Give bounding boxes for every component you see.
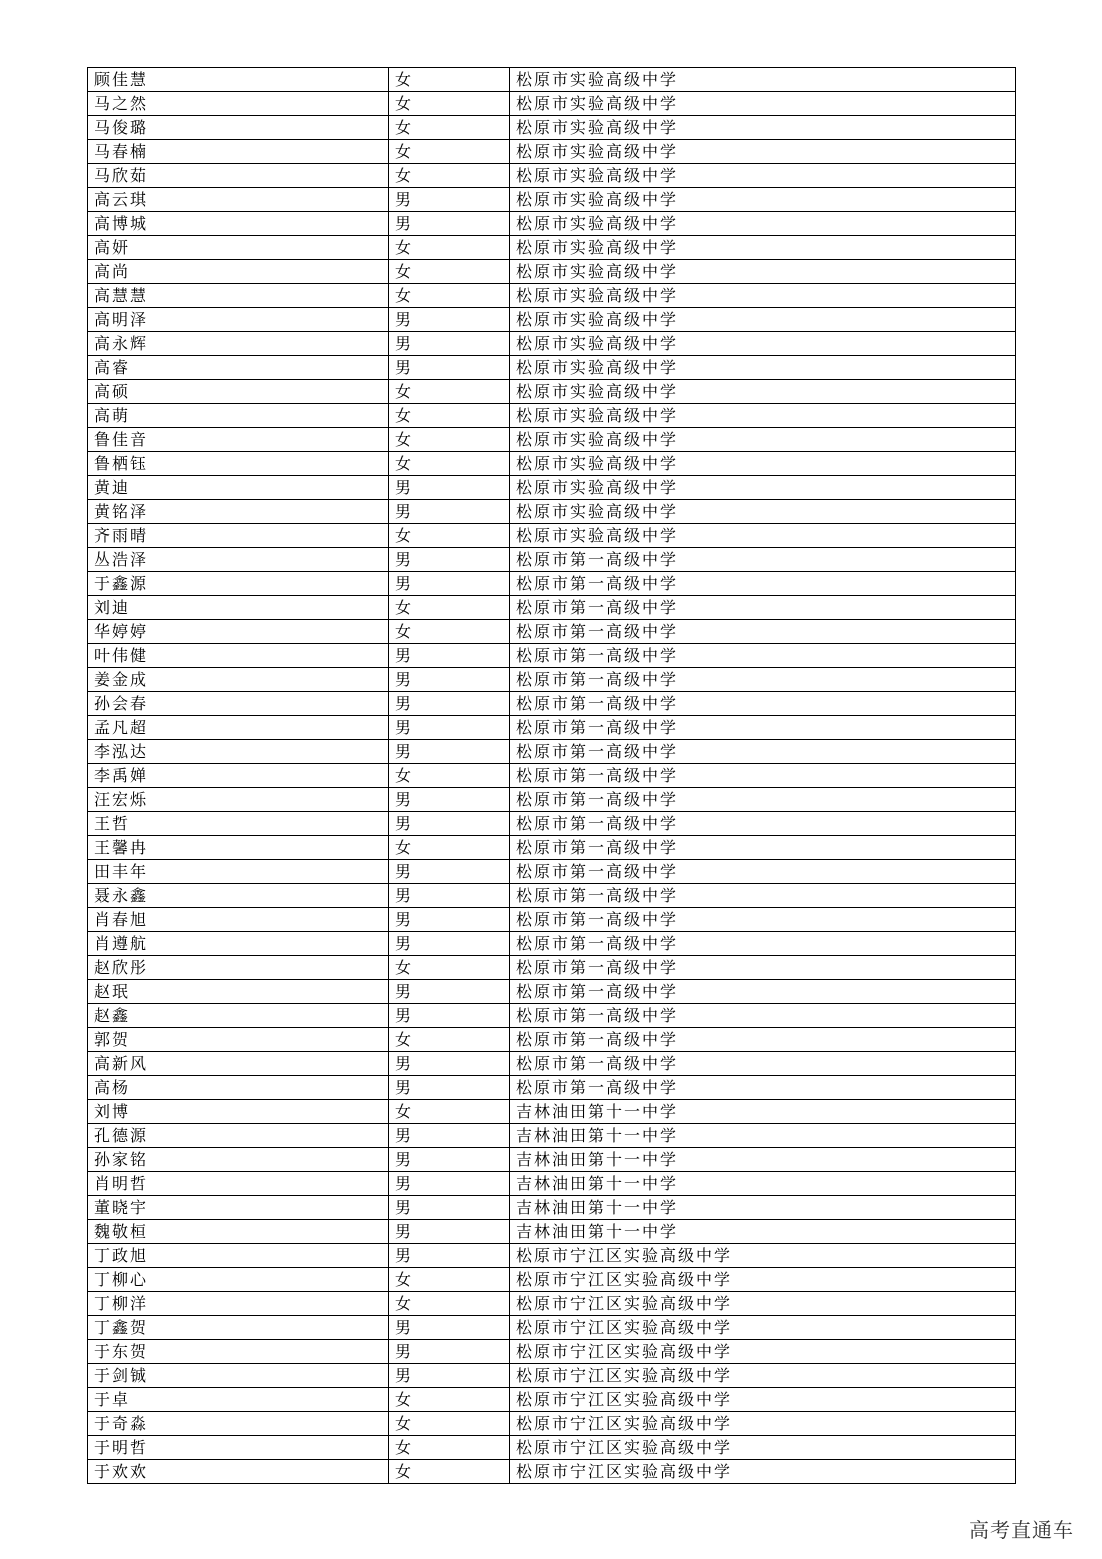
school-cell: 松原市宁江区实验高级中学 xyxy=(510,1388,1016,1412)
school-cell: 松原市实验高级中学 xyxy=(510,380,1016,404)
student-name-cell: 高睿 xyxy=(88,356,389,380)
table-row xyxy=(88,956,1016,980)
school-cell: 松原市宁江区实验高级中学 xyxy=(510,1460,1016,1484)
student-name-cell: 孙家铭 xyxy=(88,1148,389,1172)
student-name-cell: 聂永鑫 xyxy=(88,884,389,908)
gender-cell: 女 xyxy=(389,1028,510,1052)
school-cell: 松原市实验高级中学 xyxy=(510,92,1016,116)
table-row xyxy=(88,1436,1016,1460)
table-row xyxy=(88,740,1016,764)
table-row xyxy=(88,1004,1016,1028)
school-cell: 松原市实验高级中学 xyxy=(510,452,1016,476)
school-cell: 松原市实验高级中学 xyxy=(510,428,1016,452)
table-row xyxy=(88,308,1016,332)
gender-cell: 女 xyxy=(389,1100,510,1124)
student-name-cell: 肖明哲 xyxy=(88,1172,389,1196)
gender-cell: 男 xyxy=(389,884,510,908)
gender-cell: 男 xyxy=(389,332,510,356)
gender-cell: 男 xyxy=(389,644,510,668)
school-cell: 松原市第一高级中学 xyxy=(510,692,1016,716)
table-row xyxy=(88,236,1016,260)
gender-cell: 女 xyxy=(389,92,510,116)
school-cell: 松原市第一高级中学 xyxy=(510,956,1016,980)
school-cell: 松原市第一高级中学 xyxy=(510,740,1016,764)
student-name-cell: 魏敬桓 xyxy=(88,1220,389,1244)
gender-cell: 男 xyxy=(389,692,510,716)
gender-cell: 男 xyxy=(389,212,510,236)
school-cell: 松原市第一高级中学 xyxy=(510,764,1016,788)
student-name-cell: 高慧慧 xyxy=(88,284,389,308)
table-row xyxy=(88,1100,1016,1124)
school-cell: 松原市第一高级中学 xyxy=(510,1076,1016,1100)
student-name-cell: 鲁佳音 xyxy=(88,428,389,452)
student-name-cell: 高云琪 xyxy=(88,188,389,212)
student-name-cell: 孙会春 xyxy=(88,692,389,716)
school-cell: 松原市实验高级中学 xyxy=(510,260,1016,284)
school-cell: 松原市第一高级中学 xyxy=(510,860,1016,884)
gender-cell: 女 xyxy=(389,1436,510,1460)
gender-cell: 女 xyxy=(389,68,510,92)
gender-cell: 男 xyxy=(389,188,510,212)
school-cell: 松原市第一高级中学 xyxy=(510,716,1016,740)
table-row xyxy=(88,668,1016,692)
school-cell: 吉林油田第十一中学 xyxy=(510,1196,1016,1220)
school-cell: 松原市第一高级中学 xyxy=(510,572,1016,596)
table-row xyxy=(88,1028,1016,1052)
table-row xyxy=(88,1460,1016,1484)
student-name-cell: 丁柳洋 xyxy=(88,1292,389,1316)
table-row xyxy=(88,1340,1016,1364)
student-name-cell: 高博城 xyxy=(88,212,389,236)
student-name-cell: 田丰年 xyxy=(88,860,389,884)
school-cell: 吉林油田第十一中学 xyxy=(510,1148,1016,1172)
student-name-cell: 赵珉 xyxy=(88,980,389,1004)
gender-cell: 女 xyxy=(389,404,510,428)
gender-cell: 女 xyxy=(389,428,510,452)
table-row xyxy=(88,500,1016,524)
table-row xyxy=(88,596,1016,620)
student-name-cell: 孟凡超 xyxy=(88,716,389,740)
table-row xyxy=(88,164,1016,188)
table-row xyxy=(88,92,1016,116)
gender-cell: 男 xyxy=(389,740,510,764)
school-cell: 松原市第一高级中学 xyxy=(510,788,1016,812)
table-row xyxy=(88,1172,1016,1196)
school-cell: 松原市宁江区实验高级中学 xyxy=(510,1340,1016,1364)
table-row xyxy=(88,716,1016,740)
gender-cell: 男 xyxy=(389,1148,510,1172)
student-name-cell: 高永辉 xyxy=(88,332,389,356)
student-name-cell: 董晓宇 xyxy=(88,1196,389,1220)
gender-cell: 男 xyxy=(389,1076,510,1100)
gender-cell: 男 xyxy=(389,572,510,596)
school-cell: 松原市实验高级中学 xyxy=(510,332,1016,356)
student-name-cell: 高明泽 xyxy=(88,308,389,332)
student-name-cell: 王馨冉 xyxy=(88,836,389,860)
table-row xyxy=(88,212,1016,236)
school-cell: 松原市实验高级中学 xyxy=(510,356,1016,380)
student-name-cell: 刘迪 xyxy=(88,596,389,620)
table-row xyxy=(88,524,1016,548)
school-cell: 松原市宁江区实验高级中学 xyxy=(510,1436,1016,1460)
table-row xyxy=(88,1364,1016,1388)
student-name-cell: 马春楠 xyxy=(88,140,389,164)
table-row xyxy=(88,428,1016,452)
student-name-cell: 丁政旭 xyxy=(88,1244,389,1268)
school-cell: 松原市宁江区实验高级中学 xyxy=(510,1244,1016,1268)
student-name-cell: 于剑铖 xyxy=(88,1364,389,1388)
school-cell: 松原市第一高级中学 xyxy=(510,548,1016,572)
school-cell: 松原市实验高级中学 xyxy=(510,500,1016,524)
gender-cell: 女 xyxy=(389,236,510,260)
gender-cell: 男 xyxy=(389,1364,510,1388)
gender-cell: 女 xyxy=(389,1268,510,1292)
student-name-cell: 高尚 xyxy=(88,260,389,284)
student-name-cell: 李泓达 xyxy=(88,740,389,764)
student-name-cell: 郭贺 xyxy=(88,1028,389,1052)
student-name-cell: 高萌 xyxy=(88,404,389,428)
table-row xyxy=(88,476,1016,500)
gender-cell: 男 xyxy=(389,932,510,956)
school-cell: 松原市实验高级中学 xyxy=(510,212,1016,236)
student-name-cell: 于东贺 xyxy=(88,1340,389,1364)
school-cell: 松原市宁江区实验高级中学 xyxy=(510,1268,1016,1292)
gender-cell: 男 xyxy=(389,860,510,884)
student-name-cell: 丁柳心 xyxy=(88,1268,389,1292)
student-name-cell: 李禹婵 xyxy=(88,764,389,788)
gender-cell: 男 xyxy=(389,1052,510,1076)
school-cell: 吉林油田第十一中学 xyxy=(510,1124,1016,1148)
gender-cell: 男 xyxy=(389,908,510,932)
table-row xyxy=(88,1148,1016,1172)
school-cell: 松原市实验高级中学 xyxy=(510,140,1016,164)
school-cell: 松原市实验高级中学 xyxy=(510,524,1016,548)
school-cell: 松原市第一高级中学 xyxy=(510,596,1016,620)
school-cell: 松原市第一高级中学 xyxy=(510,1004,1016,1028)
gender-cell: 男 xyxy=(389,980,510,1004)
gender-cell: 男 xyxy=(389,716,510,740)
table-row xyxy=(88,1412,1016,1436)
table-row xyxy=(88,572,1016,596)
gender-cell: 男 xyxy=(389,1124,510,1148)
student-name-cell: 于奇淼 xyxy=(88,1412,389,1436)
table-row xyxy=(88,548,1016,572)
student-name-cell: 肖遵航 xyxy=(88,932,389,956)
school-cell: 松原市第一高级中学 xyxy=(510,932,1016,956)
table-row xyxy=(88,644,1016,668)
gender-cell: 男 xyxy=(389,356,510,380)
student-name-cell: 黄铭泽 xyxy=(88,500,389,524)
roster-body xyxy=(88,68,1016,1484)
student-name-cell: 叶伟健 xyxy=(88,644,389,668)
student-name-cell: 丁鑫贺 xyxy=(88,1316,389,1340)
school-cell: 松原市实验高级中学 xyxy=(510,236,1016,260)
table-row xyxy=(88,404,1016,428)
school-cell: 松原市实验高级中学 xyxy=(510,188,1016,212)
student-name-cell: 于卓 xyxy=(88,1388,389,1412)
table-row xyxy=(88,1268,1016,1292)
student-name-cell: 丛浩泽 xyxy=(88,548,389,572)
student-name-cell: 赵欣彤 xyxy=(88,956,389,980)
table-row xyxy=(88,980,1016,1004)
student-name-cell: 姜金成 xyxy=(88,668,389,692)
gender-cell: 女 xyxy=(389,380,510,404)
student-name-cell: 于明哲 xyxy=(88,1436,389,1460)
school-cell: 松原市第一高级中学 xyxy=(510,1028,1016,1052)
table-row xyxy=(88,68,1016,92)
school-cell: 松原市宁江区实验高级中学 xyxy=(510,1292,1016,1316)
student-name-cell: 高杨 xyxy=(88,1076,389,1100)
gender-cell: 女 xyxy=(389,452,510,476)
gender-cell: 男 xyxy=(389,308,510,332)
student-name-cell: 汪宏烁 xyxy=(88,788,389,812)
school-cell: 松原市实验高级中学 xyxy=(510,284,1016,308)
gender-cell: 女 xyxy=(389,764,510,788)
school-cell: 松原市第一高级中学 xyxy=(510,836,1016,860)
student-name-cell: 马俊璐 xyxy=(88,116,389,140)
school-cell: 松原市第一高级中学 xyxy=(510,908,1016,932)
school-cell: 松原市第一高级中学 xyxy=(510,620,1016,644)
table-row xyxy=(88,116,1016,140)
table-row xyxy=(88,836,1016,860)
student-name-cell: 肖春旭 xyxy=(88,908,389,932)
school-cell: 松原市宁江区实验高级中学 xyxy=(510,1364,1016,1388)
gender-cell: 男 xyxy=(389,476,510,500)
gender-cell: 女 xyxy=(389,596,510,620)
gender-cell: 女 xyxy=(389,164,510,188)
student-roster-table xyxy=(87,67,1016,1484)
gender-cell: 女 xyxy=(389,1412,510,1436)
gender-cell: 女 xyxy=(389,956,510,980)
table-row xyxy=(88,1388,1016,1412)
gender-cell: 男 xyxy=(389,1004,510,1028)
table-row xyxy=(88,1124,1016,1148)
school-cell: 松原市第一高级中学 xyxy=(510,812,1016,836)
watermark-text: 高考直通车 xyxy=(969,1518,1074,1542)
school-cell: 松原市宁江区实验高级中学 xyxy=(510,1316,1016,1340)
student-name-cell: 马欣茹 xyxy=(88,164,389,188)
student-name-cell: 马之然 xyxy=(88,92,389,116)
table-row xyxy=(88,1220,1016,1244)
gender-cell: 男 xyxy=(389,548,510,572)
student-name-cell: 黄迪 xyxy=(88,476,389,500)
table-row xyxy=(88,1292,1016,1316)
table-row xyxy=(88,188,1016,212)
student-name-cell: 顾佳慧 xyxy=(88,68,389,92)
school-cell: 松原市实验高级中学 xyxy=(510,308,1016,332)
school-cell: 松原市第一高级中学 xyxy=(510,884,1016,908)
school-cell: 松原市第一高级中学 xyxy=(510,668,1016,692)
table-row xyxy=(88,788,1016,812)
school-cell: 松原市第一高级中学 xyxy=(510,644,1016,668)
gender-cell: 女 xyxy=(389,836,510,860)
gender-cell: 男 xyxy=(389,788,510,812)
table-row xyxy=(88,884,1016,908)
gender-cell: 女 xyxy=(389,140,510,164)
gender-cell: 男 xyxy=(389,668,510,692)
table-row xyxy=(88,452,1016,476)
student-name-cell: 于鑫源 xyxy=(88,572,389,596)
gender-cell: 女 xyxy=(389,1460,510,1484)
gender-cell: 女 xyxy=(389,620,510,644)
table-row xyxy=(88,620,1016,644)
gender-cell: 男 xyxy=(389,1340,510,1364)
table-row xyxy=(88,140,1016,164)
table-row xyxy=(88,1196,1016,1220)
gender-cell: 女 xyxy=(389,524,510,548)
table-row xyxy=(88,860,1016,884)
school-cell: 吉林油田第十一中学 xyxy=(510,1172,1016,1196)
gender-cell: 女 xyxy=(389,284,510,308)
gender-cell: 男 xyxy=(389,1172,510,1196)
school-cell: 松原市实验高级中学 xyxy=(510,476,1016,500)
student-name-cell: 于欢欢 xyxy=(88,1460,389,1484)
table-row xyxy=(88,260,1016,284)
table-row xyxy=(88,1052,1016,1076)
student-name-cell: 高新风 xyxy=(88,1052,389,1076)
gender-cell: 女 xyxy=(389,116,510,140)
table-row xyxy=(88,1316,1016,1340)
school-cell: 松原市实验高级中学 xyxy=(510,164,1016,188)
gender-cell: 男 xyxy=(389,1196,510,1220)
table-row xyxy=(88,356,1016,380)
student-name-cell: 赵鑫 xyxy=(88,1004,389,1028)
school-cell: 吉林油田第十一中学 xyxy=(510,1100,1016,1124)
student-name-cell: 鲁栖钰 xyxy=(88,452,389,476)
table-row xyxy=(88,812,1016,836)
table-row xyxy=(88,932,1016,956)
student-name-cell: 孔德源 xyxy=(88,1124,389,1148)
table-row xyxy=(88,908,1016,932)
table-row xyxy=(88,380,1016,404)
table-row xyxy=(88,692,1016,716)
school-cell: 松原市宁江区实验高级中学 xyxy=(510,1412,1016,1436)
school-cell: 松原市实验高级中学 xyxy=(510,116,1016,140)
student-name-cell: 高硕 xyxy=(88,380,389,404)
gender-cell: 女 xyxy=(389,1388,510,1412)
table-row xyxy=(88,284,1016,308)
school-cell: 松原市第一高级中学 xyxy=(510,980,1016,1004)
student-name-cell: 华婷婷 xyxy=(88,620,389,644)
table-row xyxy=(88,1244,1016,1268)
gender-cell: 男 xyxy=(389,1316,510,1340)
gender-cell: 女 xyxy=(389,1292,510,1316)
student-name-cell: 齐雨晴 xyxy=(88,524,389,548)
school-cell: 吉林油田第十一中学 xyxy=(510,1220,1016,1244)
table-row xyxy=(88,332,1016,356)
gender-cell: 男 xyxy=(389,500,510,524)
gender-cell: 男 xyxy=(389,1244,510,1268)
school-cell: 松原市实验高级中学 xyxy=(510,404,1016,428)
student-name-cell: 王哲 xyxy=(88,812,389,836)
gender-cell: 男 xyxy=(389,1220,510,1244)
school-cell: 松原市第一高级中学 xyxy=(510,1052,1016,1076)
gender-cell: 女 xyxy=(389,260,510,284)
gender-cell: 男 xyxy=(389,812,510,836)
student-name-cell: 高妍 xyxy=(88,236,389,260)
table-row xyxy=(88,1076,1016,1100)
table-row xyxy=(88,764,1016,788)
student-name-cell: 刘博 xyxy=(88,1100,389,1124)
school-cell: 松原市实验高级中学 xyxy=(510,68,1016,92)
